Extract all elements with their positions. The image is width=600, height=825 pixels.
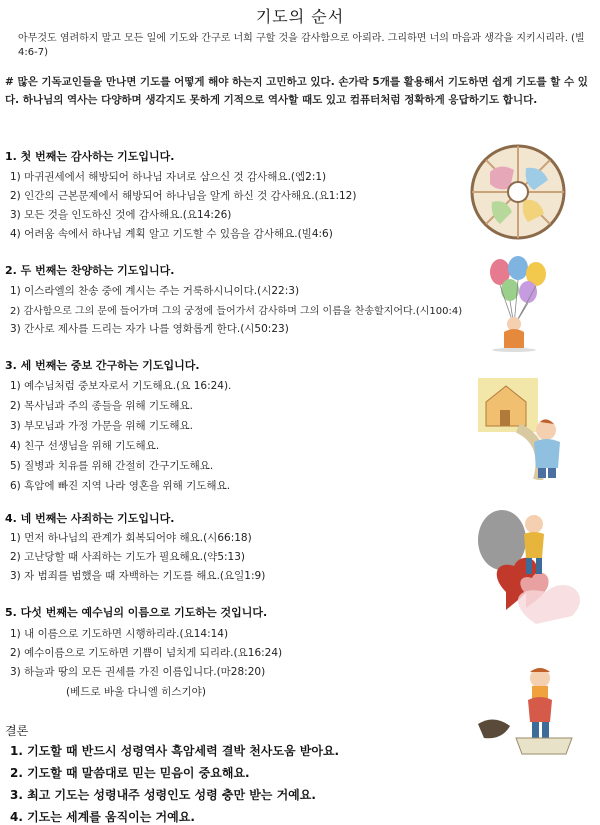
section-3-item: 2) 목사님과 주의 종들을 위해 기도해요. bbox=[10, 400, 193, 412]
conclusion-item: 1. 기도할 때 반드시 성령역사 흑암세력 결박 천사도움 받아요. bbox=[10, 744, 340, 758]
section-2-item: 3) 간사로 제사를 드리는 자가 나를 영화롭게 한다.(시50:23) bbox=[10, 323, 289, 335]
section-3-heading: 3. 세 번째는 중보 간구하는 기도입니다. bbox=[5, 359, 200, 372]
intro-paragraph: # 많은 기독교인들을 만나면 기도를 어떻게 해야 하는지 고민하고 있다. 손가락 5개를 활용해서 기도하면 쉽게 기도를 할 수 있다. 하나님의 역사는 다양하며 생각지도 못하게 기적으로 역사할 때도 있고 컴퓨터처럼 정확하게 응답하기도 합니다. bbox=[5, 76, 588, 106]
section-1-heading: 1. 첫 번째는 감사하는 기도입니다. bbox=[5, 150, 175, 163]
section-1-item: 2) 인간의 근본문제에서 해방되어 하나님을 알게 하신 것 감사해요.(요1:12) bbox=[10, 190, 357, 202]
page-title: 기도의 순서 bbox=[255, 7, 345, 26]
conclusion-heading: 결론 bbox=[5, 724, 29, 738]
thanks-globe-illustration bbox=[470, 142, 568, 242]
section-4-item: 1) 먼저 하나님의 관계가 회복되어야 해요.(시66:18) bbox=[10, 532, 252, 544]
section-2-item: 1) 이스라엘의 찬송 중에 계시는 주는 거룩하시니이다.(시22:3) bbox=[10, 285, 300, 297]
victory-boy-illustration bbox=[476, 664, 584, 756]
section-5-item: 3) 하늘과 땅의 모든 권세를 가진 이름입니다.(마28:20) bbox=[10, 666, 266, 678]
section-5-note: (베드로 바울 다니엘 히스기야) bbox=[66, 686, 206, 698]
balloon-child-illustration bbox=[478, 256, 578, 352]
conclusion-item: 2. 기도할 때 말씀대로 믿는 믿음이 중요해요. bbox=[10, 766, 250, 780]
section-5-heading: 5. 다섯 번째는 예수님의 이름으로 기도하는 것입니다. bbox=[5, 606, 268, 619]
section-3-item: 6) 흑암에 빠진 지역 나라 영혼을 위해 기도해요. bbox=[10, 480, 231, 492]
conclusion-item: 3. 최고 기도는 성령내주 성령인도 성령 충만 받는 거예요. bbox=[10, 788, 316, 802]
section-1-item: 4) 어려움 속에서 하나님 계획 알고 기도할 수 있음을 감사해요.(빌4:6) bbox=[10, 228, 333, 240]
section-2-heading: 2. 두 번째는 찬양하는 기도입니다. bbox=[5, 264, 175, 277]
section-5-item: 1) 내 이름으로 기도하면 시행하리라.(요14:14) bbox=[10, 628, 229, 640]
section-1-item: 3) 모든 것을 인도하신 것에 감사해요.(요14:26) bbox=[10, 209, 232, 221]
section-4-item: 3) 자 범죄를 범했을 때 자백하는 기도를 해요.(요일1:9) bbox=[10, 570, 266, 582]
section-1-item: 1) 마귀권세에서 해방되어 하나님 자녀로 삼으신 것 감사해요.(엡2:1) bbox=[10, 171, 327, 183]
section-5-item: 2) 예수이름으로 기도하면 기쁨이 넘치게 되리라.(요16:24) bbox=[10, 647, 283, 659]
section-2-item: 2) 감사함으로 그의 문에 들어가며 그의 궁정에 들어가서 감사하며 그의 이름을 찬송할지어다.(시100:4) bbox=[10, 306, 463, 317]
section-3-item: 4) 친구 선생님을 위해 기도해요. bbox=[10, 440, 160, 452]
section-3-item: 5) 질병과 치유를 위해 간절히 간구기도해요. bbox=[10, 460, 214, 472]
section-4-heading: 4. 네 번째는 사죄하는 기도입니다. bbox=[5, 512, 175, 525]
praying-boy-house-illustration bbox=[478, 372, 582, 480]
section-4-item: 2) 고난당할 때 사죄하는 기도가 필요해요.(약5:13) bbox=[10, 551, 246, 563]
section-3-item: 1) 예수님처럼 중보자로서 기도해요.(요 16:24). bbox=[10, 380, 232, 392]
scripture-verse: 아무것도 염려하지 말고 모든 일에 기도와 간구로 너희 구할 것을 감사함으로 아뢰라. 그리하면 너의 마음과 생각을 지키시리라. (빌4:6-7) bbox=[18, 33, 585, 58]
conclusion-item: 4. 기도는 세계를 움직이는 거예요. bbox=[10, 810, 195, 824]
section-3-item: 3) 부모님과 가정 가문을 위해 기도해요. bbox=[10, 420, 193, 432]
repentance-heart-illustration bbox=[476, 504, 594, 632]
